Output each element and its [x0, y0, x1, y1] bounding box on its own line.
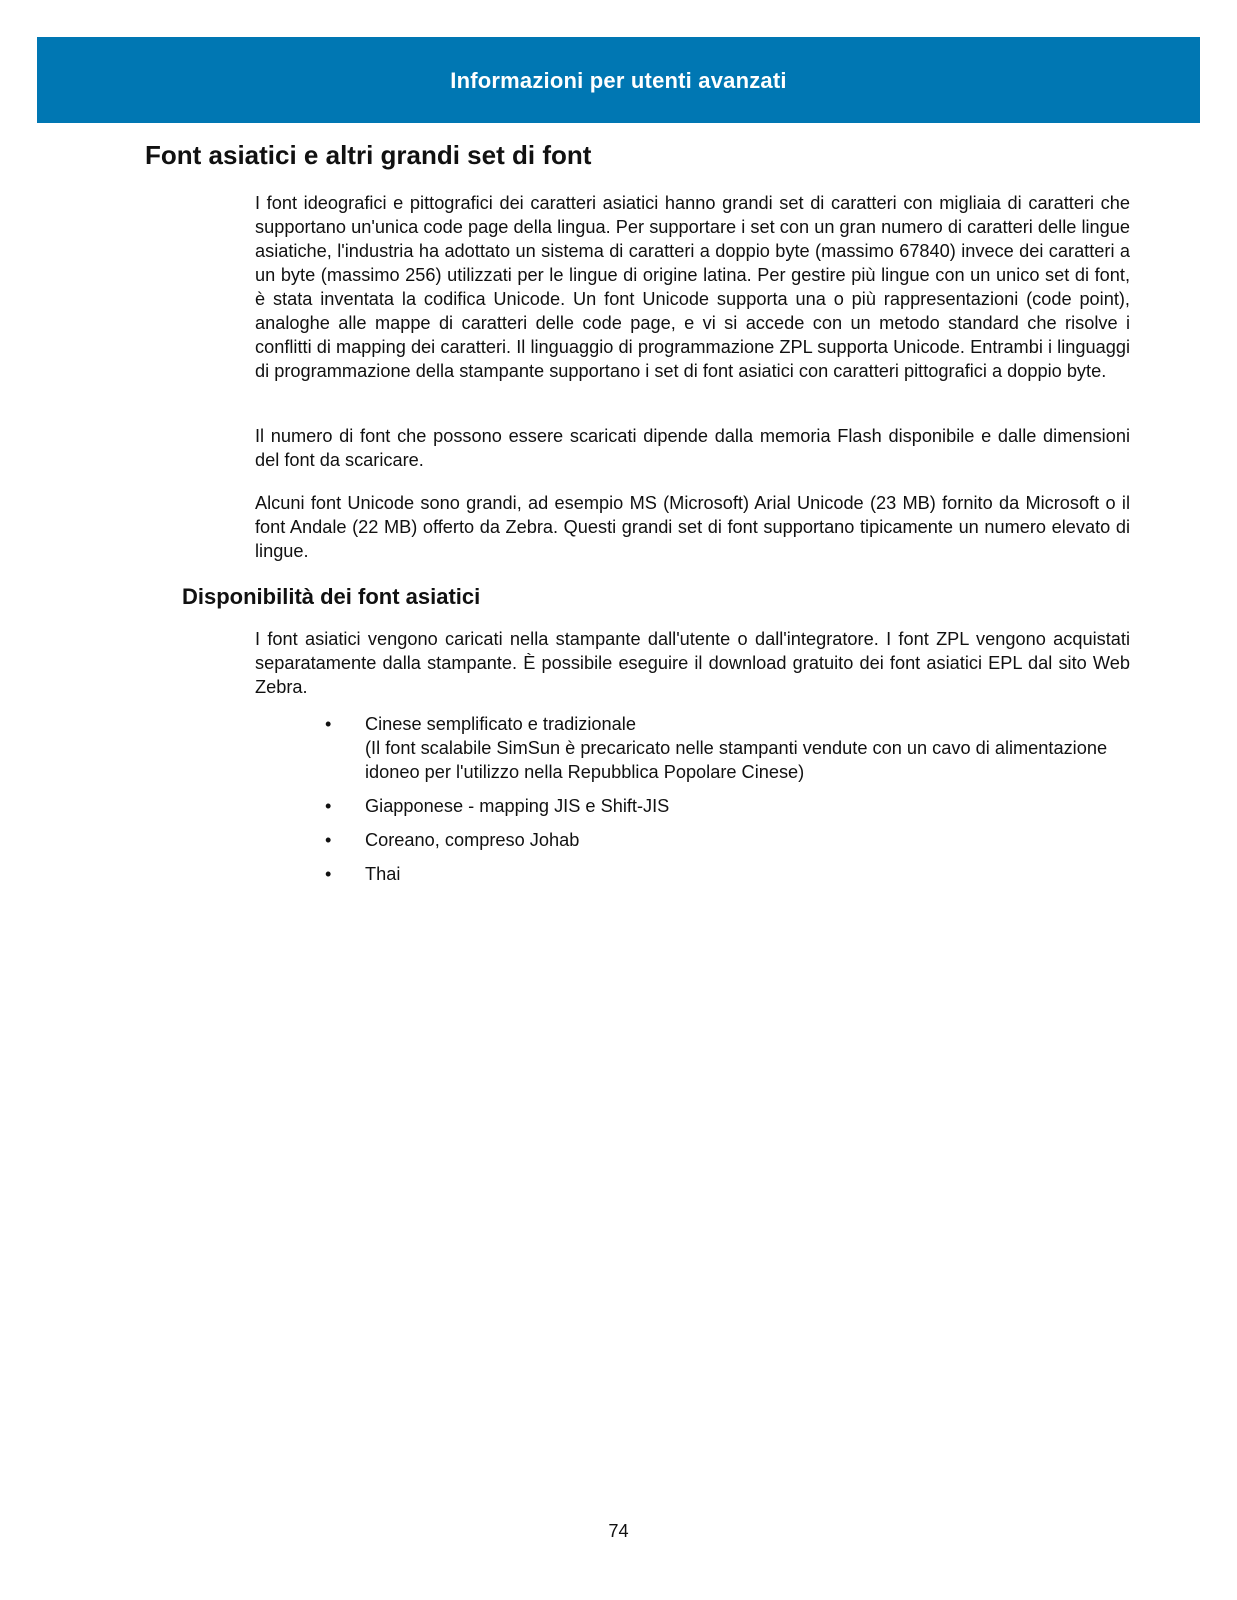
list-item-note: (Il font scalabile SimSun è precaricato nelle stampanti vendute con un cavo di alimentazione idoneo per l'utilizzo nella Repubblica Popolare Cinese) [365, 738, 1108, 782]
section-paragraph-3: Alcuni font Unicode sono grandi, ad esempio MS (Microsoft) Arial Unicode (23 MB) fornito da Microsoft o il font Andale (22 MB) offerto da Zebra. Questi grandi set di font supportano tipicamente un numero elevato di lingue. [255, 493, 1130, 561]
bullet-icon: • [325, 714, 332, 734]
list-item [325, 862, 1115, 886]
font-language-list [325, 712, 1115, 896]
section-title: Font asiatici e altri grandi set di font [145, 140, 592, 170]
page-number: 74 [608, 1521, 629, 1541]
subsection-paragraph: I font asiatici vengono caricati nella stampante dall'utente o dall'integratore. I font ZPL vengono acquistati separatamente dalla stampante. È possibile eseguire il download gratuito dei font asiatici EPL dal sito Web Zebra. [255, 629, 1130, 697]
list-item [325, 828, 1115, 852]
bullet-icon: • [325, 864, 332, 884]
bullet-icon: • [325, 830, 332, 850]
list-item-text: Cinese semplificato e tradizionale [365, 714, 636, 734]
bullet-icon: • [325, 796, 332, 816]
header-bar [37, 37, 1200, 123]
list-item-text: Thai [365, 864, 401, 884]
list-item [325, 794, 1115, 818]
subsection-title: Disponibilità dei font asiatici [182, 584, 481, 609]
list-item-text: Coreano, compreso Johab [365, 830, 580, 850]
list-item [325, 712, 1115, 784]
list-item-text: Giapponese - mapping JIS e Shift-JIS [365, 796, 670, 816]
header-title: Informazioni per utenti avanzati [450, 68, 787, 93]
section-paragraph-1: I font ideografici e pittografici dei caratteri asiatici hanno grandi set di caratteri con migliaia di caratteri che supportano un'unica code page della lingua. Per supportare i set con un gran numero di caratteri delle lingue asiatiche, l'industria ha adottato un sistema di caratteri a doppio byte (massimo 67840) invece dei caratteri a un byte (massimo 256) utilizzati per le lingue di origine latina. Per gestire più lingue con un unico set di font, è stata inventata la codifica Unicode. Un font Unicode supporta una o più rappresentazioni (code point), analoghe alle mappe di caratteri delle code page, e vi si accede con un metodo standard che risolve i conflitti di mapping dei caratteri. Il linguaggio di programmazione ZPL supporta Unicode. Entrambi i linguaggi di programmazione della stampante supportano i set di font asiatici con caratteri pittografici a doppio byte. [255, 193, 1130, 381]
section-paragraph-2: Il numero di font che possono essere scaricati dipende dalla memoria Flash disponibile e dalle dimensioni del font da scaricare. [255, 426, 1130, 470]
